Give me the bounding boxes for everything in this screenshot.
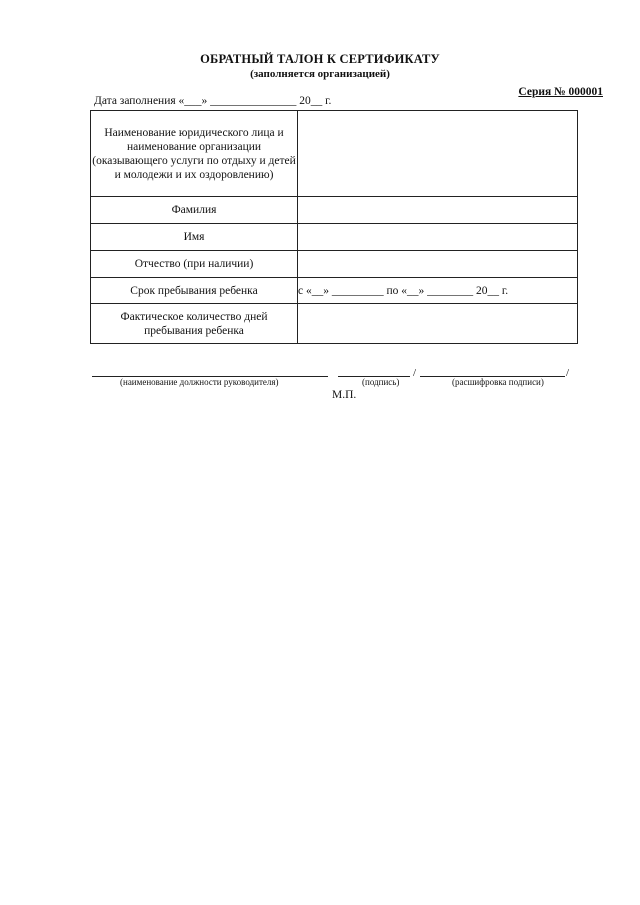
series-number: Серия № 000001 [518,86,603,98]
stay-period-value[interactable]: с «__» _________ по «__» ________ 20__ г. [298,278,578,304]
table-row [91,111,578,197]
form-subtitle: (заполняется организацией) [250,68,390,80]
divider-slash: / [413,367,417,379]
divider-slash: / [566,367,570,379]
actual-days-label: Фактическое количество дней пребывания ребенка [91,304,298,344]
table-row [91,251,578,278]
surname-label: Фамилия [91,197,298,224]
stamp-place: М.П. [332,389,357,401]
surname-value[interactable] [298,197,578,224]
organization-value[interactable] [298,111,578,197]
table-row [91,197,578,224]
certificate-form-table [90,110,578,344]
table-row [91,224,578,251]
signature-row [92,363,572,377]
patronymic-value[interactable] [298,251,578,278]
position-caption: (наименование должности руководителя) [120,377,279,387]
name-label: Имя [91,224,298,251]
fill-date-line[interactable]: Дата заполнения «___» _______________ 20__ г. [94,95,332,107]
decoding-caption: (расшифровка подписи) [452,377,544,387]
form-title: ОБРАТНЫЙ ТАЛОН К СЕРТИФИКАТУ [200,52,440,66]
actual-days-value[interactable] [298,304,578,344]
stay-period-label: Срок пребывания ребенка [91,278,298,304]
organization-label: Наименование юридического лица и наименование организации (оказывающего услуги по отдыху и детей и молодежи и их оздоровлению) [91,111,298,197]
name-value[interactable] [298,224,578,251]
patronymic-label: Отчество (при наличии) [91,251,298,278]
table-row [91,278,578,304]
table-row [91,304,578,344]
signature-caption: (подпись) [362,377,400,387]
